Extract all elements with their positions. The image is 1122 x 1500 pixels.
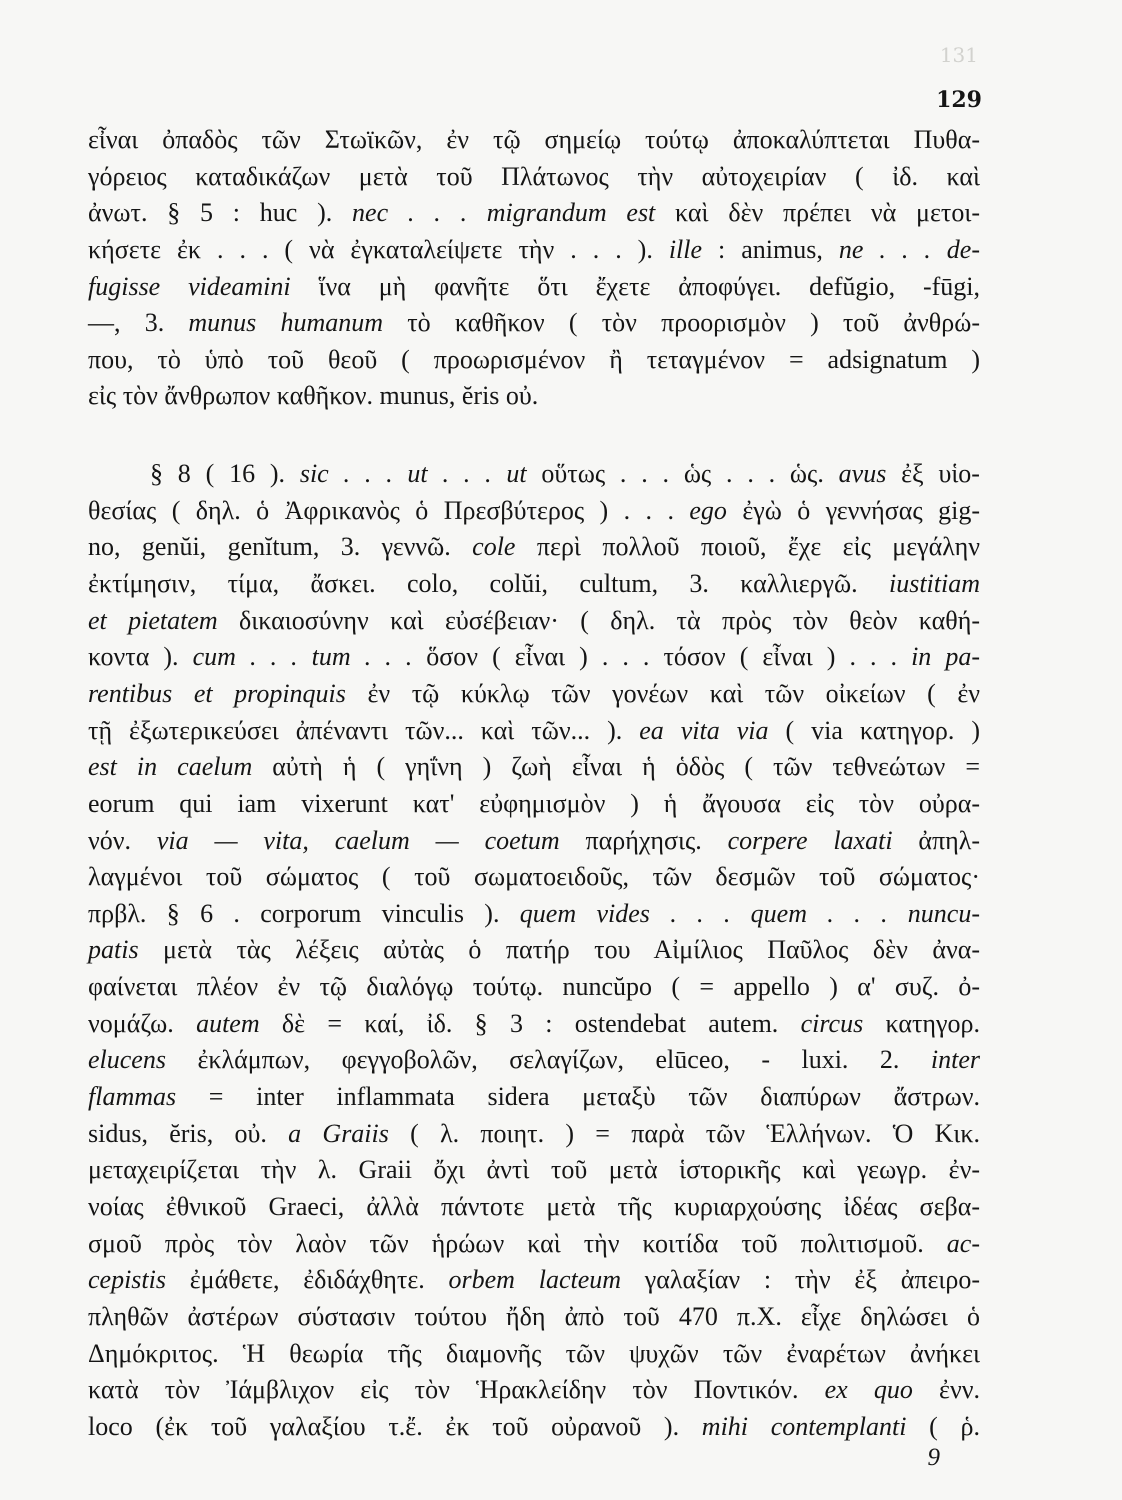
text-line: [88, 786, 980, 823]
latin-lemma: circus: [800, 1008, 864, 1038]
commentary-text: γαλαξίαν : τὴν ἐξ ἀπειρο-: [621, 1265, 980, 1295]
text-line: [88, 566, 980, 603]
commentary-text: ἀπηλ-: [892, 825, 980, 855]
latin-lemma: ex quo: [824, 1375, 913, 1405]
text-line: [88, 456, 980, 493]
latin-lemma: flammas: [88, 1082, 177, 1112]
line-content: [88, 1226, 980, 1263]
commentary-text: κατὰ τὸν Ἰάμβλιχον εἰς τὸν Ἡρακλείδην τὸν Ποντικόν.: [88, 1375, 825, 1405]
text-line: [88, 713, 980, 750]
commentary-text: παρήχησις.: [559, 825, 728, 855]
commentary-text: ἐκλάμπων, φεγγοβολῶν, σελαγίζων, elūceo, - luxi. 2.: [165, 1045, 931, 1075]
commentary-text: πληθῶν ἀστέρων σύστασιν τούτου ἤδη ἀπὸ τοῦ 470 π.Χ. εἶχε δηλώσει ὁ: [88, 1301, 980, 1331]
text-line: [88, 232, 980, 269]
latin-lemma: et pietatem: [88, 605, 218, 635]
commentary-text: Δημόκριτος. Ἡ θεωρία τῆς διαμονῆς τῶν ψυχῶν τῶν ἐναρέτων ἀνήκει: [88, 1338, 980, 1368]
line-content: [88, 1336, 980, 1373]
commentary-text: κήσετε ἐκ . . . ( νὰ ἐγκαταλείψετε τὴν . . . ).: [88, 234, 669, 264]
line-content: [88, 713, 980, 750]
text-line: [88, 342, 980, 379]
line-content: [88, 1116, 980, 1153]
line-content: [88, 1152, 980, 1189]
line-content: [88, 676, 980, 713]
text-line: [88, 932, 980, 969]
line-content: [88, 896, 980, 933]
line-content: [88, 823, 980, 860]
commentary-text: ἐν τῷ κύκλῳ τῶν γονέων καὶ τῶν οἰκείων ( ἐν: [345, 678, 980, 708]
commentary-text: ἐνν.: [912, 1375, 980, 1405]
text-line: [88, 195, 980, 232]
latin-lemma: ego: [689, 495, 727, 525]
commentary-text: no, genŭi, genĭtum, 3. γεννῶ.: [88, 532, 473, 562]
line-content: [88, 1189, 980, 1226]
line-content: [88, 749, 980, 786]
text-line: [88, 305, 980, 342]
text-line: [88, 529, 980, 566]
latin-lemma: autem: [196, 1008, 260, 1038]
commentary-text: καὶ δὲν πρέπει νὰ μετοι-: [655, 198, 980, 228]
line-content: [88, 269, 980, 306]
commentary-text: νοίας ἐθνικοῦ Graeci, ἀλλὰ πάντοτε μετὰ τῆς κυριαρχούσης ἰδέας σεβα-: [88, 1191, 980, 1221]
text-line: [88, 749, 980, 786]
latin-lemma: in pa-: [911, 642, 981, 672]
line-content: [88, 195, 980, 232]
commentary-text: αὐτὴ ἡ ( γηΐνη ) ζωὴ εἶναι ἡ ὁδὸς ( τῶν τεθνεώτων =: [252, 752, 981, 782]
commentary-text: λαγμένοι τοῦ σώματος ( τοῦ σωματοειδοῦς, τῶν δεσμῶν τοῦ σώματος·: [88, 862, 980, 892]
text-line: [88, 1116, 980, 1153]
latin-lemma: cepistis: [88, 1265, 166, 1295]
latin-lemma: rentibus et propinquis: [88, 678, 346, 708]
line-content: [88, 122, 980, 159]
show-through-page-number: 131: [939, 43, 978, 67]
commentary-text: γόρειος καταδικάζων μετὰ τοῦ Πλάτωνος τὴν αὐτοχειρίαν ( ἰδ. καὶ: [88, 161, 980, 191]
line-content: [88, 529, 980, 566]
commentary-text: loco (ἐκ τοῦ γαλαξίου τ.ἔ. ἐκ τοῦ οὐρανοῦ ).: [88, 1411, 702, 1441]
commentary-text: —, 3.: [88, 308, 189, 338]
commentary-text: eorum qui iam vixerunt κατ' εὐφημισμὸν ) ἡ ἄγουσα εἰς τὸν οὐρα-: [88, 788, 980, 818]
line-content: [88, 1409, 980, 1446]
line-content: [88, 932, 980, 969]
commentary-text: οὕτως . . . ὡς . . . ὡς.: [526, 459, 839, 489]
latin-lemma: ac-: [946, 1228, 980, 1258]
commentary-text: ἐγὼ ὁ γεννήσας gig-: [726, 495, 980, 525]
line-content: [88, 342, 980, 379]
line-content: [88, 639, 980, 676]
text-line: [88, 1299, 980, 1336]
line-content: [88, 305, 980, 342]
commentary-text: ἀνωτ. § 5 : huc ).: [88, 198, 353, 228]
latin-lemma: cum . . . tum . . .: [192, 642, 413, 672]
paragraph: [88, 122, 980, 415]
commentary-text: ἐκτίμησιν, τίμα, ἄσκει. colo, colŭi, cultum, 3. καλλιεργῶ.: [88, 569, 889, 599]
line-content: [88, 159, 980, 196]
commentary-text: ( ῥ.: [906, 1411, 980, 1441]
commentary-text: μεταχειρίζεται τὴν λ. Graii ὄχι ἀντὶ τοῦ μετὰ ἱστορικῆς καὶ γεωγρ. ἐν-: [88, 1155, 980, 1185]
latin-lemma: sic . . . ut . . . ut: [299, 459, 527, 489]
latin-lemma: est in caelum: [88, 752, 253, 782]
latin-lemma: nec . . . migrandum est: [352, 198, 656, 228]
text-line: [88, 493, 980, 530]
line-content: [88, 603, 980, 640]
commentary-text: φαίνεται πλέον ἐν τῷ διαλόγῳ τούτῳ. nuncŭpo ( = appello ) α' συζ. ὀ-: [88, 972, 980, 1002]
latin-lemma: a Graiis: [288, 1118, 389, 1148]
commentary-text: = inter inflammata sidera μεταξὺ τῶν διαπύρων ἄστρων.: [176, 1082, 980, 1112]
text-line: [88, 269, 980, 306]
latin-lemma: quem vides . . . quem . . . nuncu-: [519, 898, 980, 928]
text-line: [88, 676, 980, 713]
commentary-text: νόν.: [88, 825, 157, 855]
latin-lemma: avus: [838, 459, 887, 489]
text-line: [88, 1152, 980, 1189]
latin-lemma: ne . . . de-: [838, 234, 980, 264]
commentary-text: εἰς τὸν ἄνθρωπον καθῆκον. munus, ĕris οὐ.: [88, 381, 539, 411]
commentary-text: ὅσον ( εἶναι ) . . . τόσον ( εἶναι ) . . .: [412, 642, 912, 672]
latin-lemma: patis: [88, 935, 139, 965]
latin-lemma: inter: [930, 1045, 980, 1075]
page-number: 129: [936, 87, 982, 113]
text-line: [88, 1336, 980, 1373]
line-content: [88, 566, 980, 603]
text-line: [88, 1262, 980, 1299]
latin-lemma: fugisse videamini: [88, 271, 291, 301]
commentary-text: δὲ = καί, ἰδ. § 3 : ostendebat autem.: [259, 1008, 801, 1038]
commentary-text: κοντα ).: [88, 642, 193, 672]
commentary-text: sidus, ĕris, οὐ.: [88, 1118, 289, 1148]
line-content: [88, 859, 980, 896]
line-content: [88, 1372, 980, 1409]
text-line: [88, 159, 980, 196]
latin-lemma: elucens: [88, 1045, 166, 1075]
commentary-text: πρβλ. § 6 . corporum vinculis ).: [88, 898, 520, 928]
line-content: [88, 1299, 980, 1336]
commentary-text: ( λ. ποιητ. ) = παρὰ τῶν Ἑλλήνων. Ὁ Κικ.: [388, 1118, 981, 1148]
text-line: [88, 1006, 980, 1043]
commentary-text: § 8 ( 16 ).: [150, 459, 300, 489]
latin-lemma: corpere laxati: [727, 825, 893, 855]
commentary-text: τὸ καθῆκον ( τὸν προορισμὸν ) τοῦ ἀνθρώ-: [383, 308, 980, 338]
commentary-text: κατηγορ.: [863, 1008, 980, 1038]
text-line: [88, 122, 980, 159]
paragraph: [88, 456, 980, 1445]
commentary-text: ἐμάθετε, ἐδιδάχθητε.: [166, 1265, 449, 1295]
line-content: [88, 786, 980, 823]
latin-lemma: ea vita via: [639, 715, 769, 745]
line-content: [150, 456, 980, 493]
latin-lemma: orbem lacteum: [448, 1265, 622, 1295]
line-content: [88, 1262, 980, 1299]
line-content: [88, 1079, 980, 1116]
commentary-text: ἵνα μὴ φανῆτε ὅτι ἔχετε ἀποφύγει. defŭgio, -fūgi,: [290, 271, 980, 301]
commentary-text: σμοῦ πρὸς τὸν λαὸν τῶν ἡρώων καὶ τὴν κοιτίδα τοῦ πολιτισμοῦ.: [88, 1228, 947, 1258]
commentary-text: ἐξ υἱο-: [886, 459, 980, 489]
line-content: [88, 1006, 980, 1043]
line-content: [88, 378, 538, 415]
commentary-text: νομάζω.: [88, 1008, 197, 1038]
text-line: [88, 639, 980, 676]
latin-lemma: cole: [472, 532, 516, 562]
line-content: [88, 969, 980, 1006]
text-line: [88, 1189, 980, 1226]
latin-lemma: ille: [668, 234, 703, 264]
signature-mark: 9: [927, 1444, 940, 1471]
text-line: [88, 896, 980, 933]
commentary-text: δικαιοσύνην καὶ εὐσέβειαν· ( δηλ. τὰ πρὸς τὸν θεὸν καθή-: [217, 605, 980, 635]
commentary-text: : animus,: [702, 234, 839, 264]
latin-lemma: via — vita, caelum — coetum: [156, 825, 560, 855]
latin-lemma: munus humanum: [188, 308, 384, 338]
commentary-text: που, τὸ ὑπὸ τοῦ θεοῦ ( προωρισμένον ἢ τεταγμένον = adsignatum ): [88, 344, 980, 374]
commentary-body: [88, 122, 980, 1445]
text-line: [88, 1226, 980, 1263]
text-line: [88, 823, 980, 860]
commentary-text: ( via κατηγορ. ): [768, 715, 980, 745]
text-line: [88, 378, 980, 415]
text-line: [88, 1372, 980, 1409]
latin-lemma: iustitiam: [888, 569, 980, 599]
text-line: [88, 1409, 980, 1446]
commentary-text: μετὰ τὰς λέξεις αὐτὰς ὁ πατήρ του Αἰμίλιος Παῦλος δὲν ἀνα-: [138, 935, 980, 965]
text-line: [88, 1079, 980, 1116]
text-line: [88, 603, 980, 640]
commentary-text: θεσίας ( δηλ. ὁ Ἀφρικανὸς ὁ Πρεσβύτερος ) . . .: [88, 495, 690, 525]
line-content: [88, 1042, 980, 1079]
text-line: [88, 969, 980, 1006]
line-content: [88, 493, 980, 530]
line-content: [88, 232, 980, 269]
text-line: [88, 859, 980, 896]
commentary-text: περὶ πολλοῦ ποιοῦ, ἔχε εἰς μεγάλην: [515, 532, 981, 562]
latin-lemma: mihi contemplanti: [701, 1411, 907, 1441]
commentary-text: τῇ ἐξωτερικεύσει ἀπέναντι τῶν... καὶ τῶν... ).: [88, 715, 640, 745]
text-line: [88, 1042, 980, 1079]
commentary-text: εἶναι ὀπαδὸς τῶν Στωϊκῶν, ἐν τῷ σημείῳ τούτῳ ἀποκαλύπτεται Πυθα-: [88, 125, 980, 154]
